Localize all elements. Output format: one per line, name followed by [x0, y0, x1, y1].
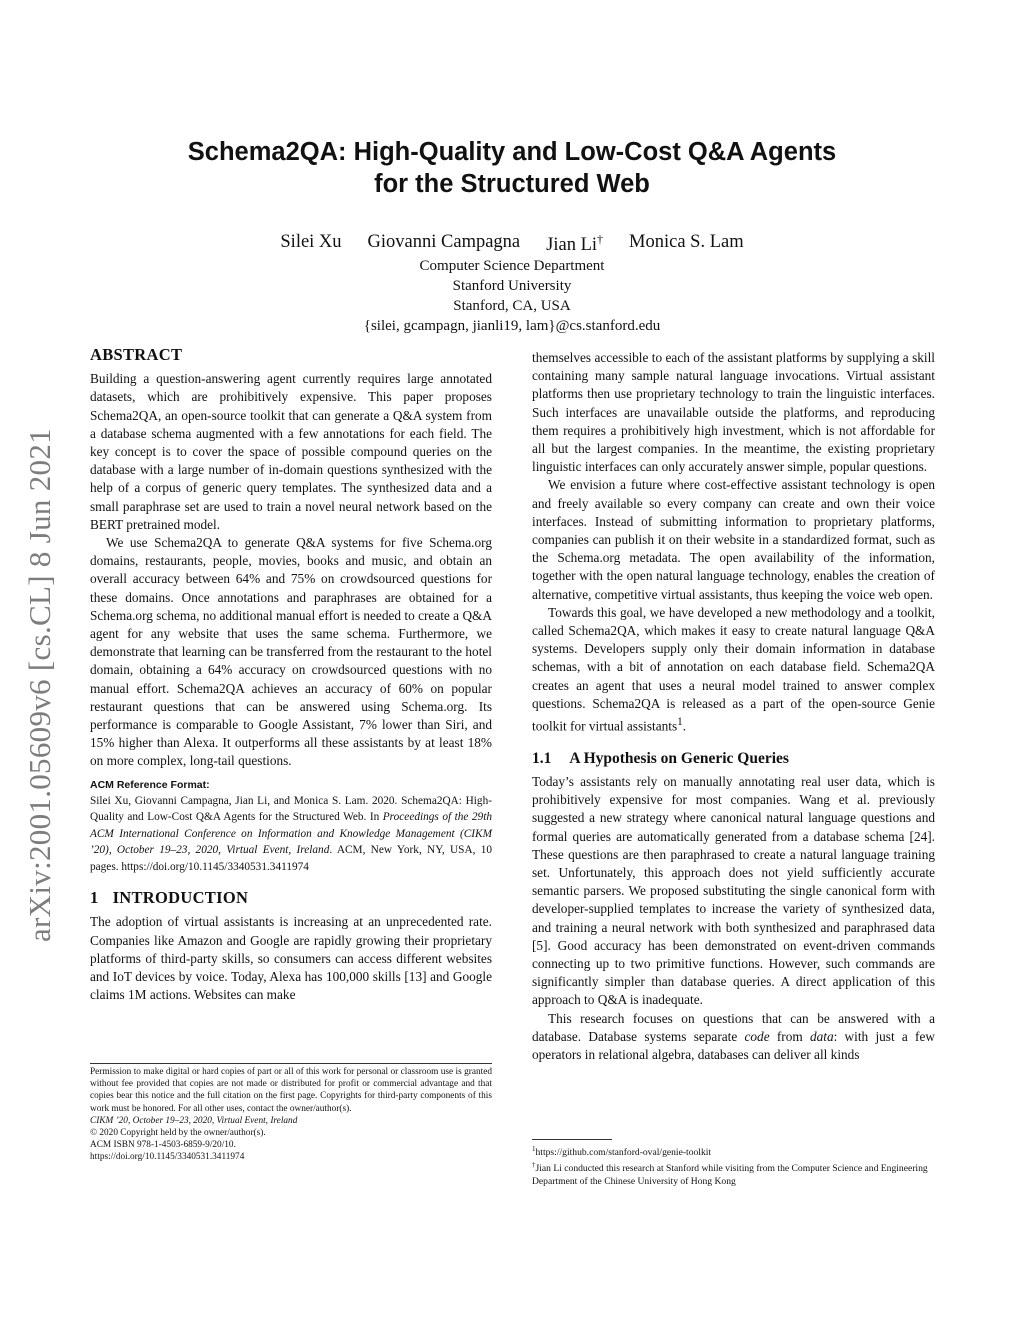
subsection-heading: 1.1 A Hypothesis on Generic Queries [532, 749, 789, 767]
intro-paragraph: The adoption of virtual assistants is increasing at an unprecedented rate. Companies like Amazon and Google are rapidly growing their proprietary platforms of third-party skills, so consumers can access different websites and IoT devices by voice. Today, Alexa has 100,000 skills [13] and Google claims 1M actions. Websites can make [90, 914, 492, 1003]
body-paragraph: This research focuses on questions that can be answered with a database. Database systems separate code from data: with just a few operators in relational algebra, databases can deliver all kinds [532, 1010, 935, 1062]
author-list [0, 232, 1024, 256]
acm-ref-text: Silei Xu, Giovanni Campagna, Jian Li, and Monica S. Lam. 2020. Schema2QA: High-Quality and Low-Cost Q&A Agents for the Structured Web. In Proceedings of the 29th ACM International Conference on Information and Knowledge Management (CIKM ’20), October 19–23, 2020, Virtual Event, Ireland. ACM, New York, NY, USA, 10 pages. https://doi.org/10.1145/3340531.3411974 [90, 794, 492, 873]
author: Silei Xu [280, 232, 342, 252]
isbn-line: ACM ISBN 978-1-4503-6859-9/20/10. [90, 1140, 236, 1151]
body-paragraph: Today’s assistants rely on manually annotating real user data, which is prohibitively expensive for most companies. Wang et al. previously suggested a new strategy where canonical natural language questions and formal queries are automatically generated from a database schema [24]. These questions are then paraphrased to create a natural language training set. Unfortunately, this approach does not yield sufficiently accurate semantic parsers. We proposed substituting the single canonical form with developer-supplied templates to increase the variety of synthesized data, and training a neural network with both synthesized and paraphrased data [5]. Good accuracy has been demonstrated on event-driven commands connecting up to two primitive functions. However, such commands are significantly simpler than database queries. A direct application of this approach to Q&A is inadequate. [532, 773, 935, 1008]
abstract-paragraph: Building a question-answering agent currently requires large annotated datasets, which are prohibitively expensive. This paper proposes Schema2QA, an open-source toolkit that can generate a Q&A system from a database schema augmented with a few annotations for each field. The key concept is to cover the space of possible compound queries on the database with a large number of in-domain questions synthesized with the help of a corpus of generic query templates. The synthesized data and a small paraphrase set are used to train a novel neural network based on the BERT pretrained model. [90, 371, 492, 532]
footnote-rule [532, 1139, 612, 1140]
abstract-heading: ABSTRACT [90, 345, 183, 364]
dagger-mark: † [597, 232, 604, 246]
affiliation-dept: Computer Science Department [419, 258, 605, 274]
footnote: †Jian Li conducted this research at Stanford while visiting from the Computer Science and Engineering Department of the Chinese University of Hong Kong [532, 1161, 928, 1188]
author: Giovanni Campagna [367, 232, 521, 252]
footnote: $^1$https://github.com/stanford-oval/genie-toolkit [532, 1145, 712, 1159]
copyright-line: © 2020 Copyright held by the owner/author(s). [90, 1128, 266, 1139]
author: Jian Li† [546, 232, 604, 256]
title-line-1: Schema2QA: High-Quality and Low-Cost Q&A Agents [187, 138, 837, 166]
abstract-paragraph: We use Schema2QA to generate Q&A systems for five Schema.org domains, restaurants, people, movies, books and music, and obtain an overall accuracy between 64% and 75% on crowdsourced questions for these domains. Once annotations and paraphrases are obtained for a Schema.org schema, no additional manual effort is needed to create a Q&A agent for any website that uses the same schema. Furthermore, we demonstrate that learning can be transferred from the restaurant to the hotel domain, obtaining a 64% accuracy on crowdsourced questions with no manual effort. Schema2QA achieves an accuracy of 60% on popular restaurant questions that can be answered using Schema.org. Its performance is comparable to Google Assistant, 7% lower than Siri, and 15% higher than Alexa. It outperforms all these assistants by at least 18% on more complex, long-tail questions. [90, 535, 492, 769]
permission-text: Permission to make digital or hard copies of part or all of this work for personal or classroom use is granted without fee provided that copies are not made or distributed for profit or commercial advantage and that copies bear this notice and the full citation on the first page. Copyrights for third-party components of this work must be honored. For all other uses, contact the owner/author(s). [90, 1067, 492, 1114]
affiliation-univ: Stanford University [452, 278, 572, 294]
affiliation [0, 256, 1024, 336]
title-line-2: for the Structured Web [374, 170, 650, 198]
affiliation-place: Stanford, CA, USA [453, 298, 571, 314]
permission-notice [90, 1063, 492, 1164]
arxiv-stamp: arXiv:2001.05609v6 [cs.CL] 8 Jun 2021 [22, 428, 57, 942]
left-column [90, 346, 492, 1004]
footnotes [532, 1139, 935, 1188]
right-column [532, 349, 935, 1064]
paper-title [0, 136, 1024, 200]
acm-ref-heading: ACM Reference Format: [90, 778, 210, 791]
body-paragraph: We envision a future where cost-effective assistant technology is open and freely available so every company can create and own their voice interfaces. Instead of submitting information to proprietary platforms, companies can publish it on their website in a standardized format, such as the Schema.org metadata. The open availability of the information, together with the open natural language technology, enables the creation of alternative, competitive virtual assistants, thus keeping the voice web open. [532, 477, 935, 602]
doi-link[interactable]: https://doi.org/10.1145/3340531.3411974 [90, 1152, 245, 1163]
author-emails: {silei, gcampagn, jianli19, lam}@cs.stanford.edu [363, 318, 661, 334]
footnote-ref[interactable]: 1 [677, 716, 683, 729]
intro-heading: 1 INTRODUCTION [90, 888, 249, 908]
footnote-link[interactable]: https://github.com/stanford-oval/genie-toolkit [535, 1147, 712, 1159]
body-paragraph: themselves accessible to each of the assistant platforms by supplying a skill containing many sample natural language invocations. Virtual assistant platforms then use proprietary technology to train the linguistic interfaces. Such interfaces are unavailable outside the platforms, and reproducing them requires a prohibitively high investment, which is not affordable for all but the largest companies. In the meantime, the existing proprietary linguistic interfaces can only accurately answer simple, popular questions. [532, 350, 935, 475]
conference-line: CIKM ’20, October 19–23, 2020, Virtual Event, Ireland [90, 1115, 298, 1126]
author: Monica S. Lam [629, 232, 744, 252]
body-paragraph: Towards this goal, we have developed a new methodology and a toolkit, called Schema2QA, which makes it easy to create natural language Q&A systems. Developers supply only their domain information in database schemas, with a bit of annotation on each database field. Schema2QA creates an agent that uses a neural model trained to answer complex questions. Schema2QA is released as a part of the open-source Genie toolkit for virtual assistants$^1$. [532, 604, 935, 734]
